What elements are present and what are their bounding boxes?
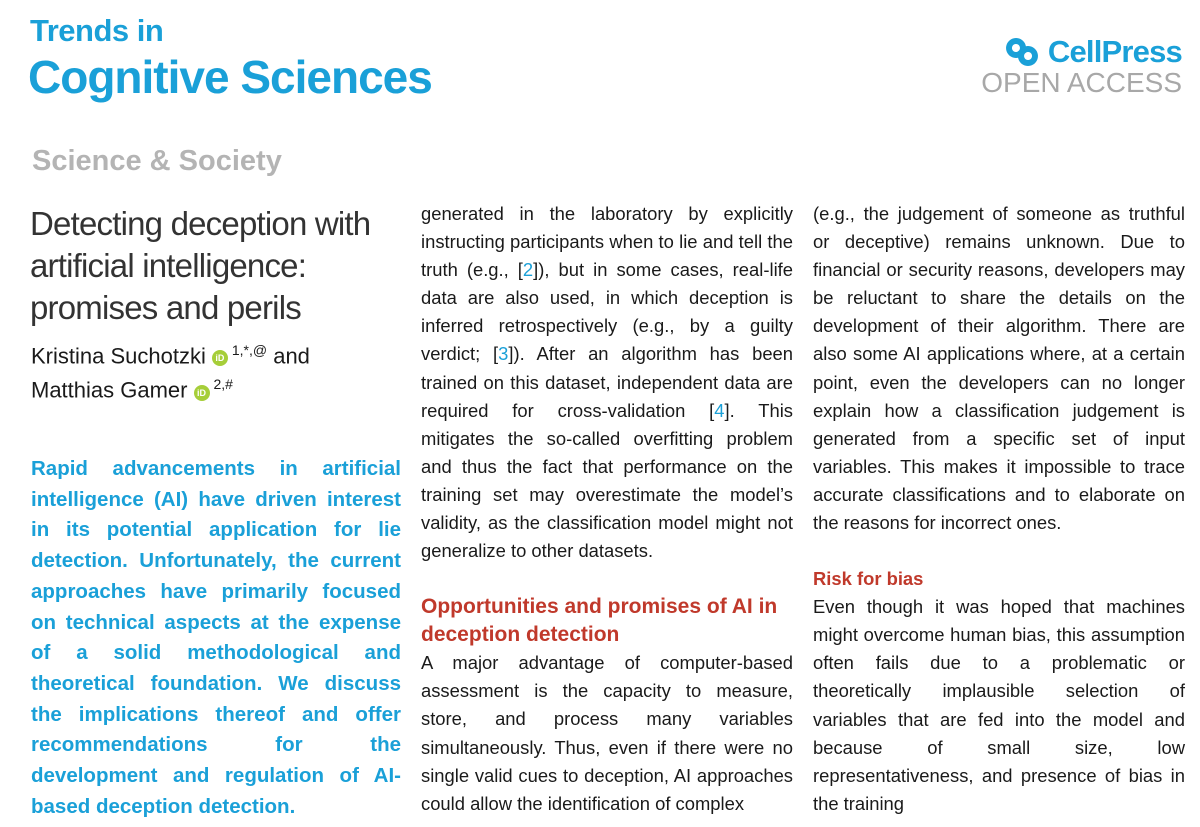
author-name: Kristina Suchotzki: [31, 343, 206, 369]
section-heading: Opportunities and promises of AI in deception detection: [421, 595, 778, 647]
open-access-label: OPEN ACCESS: [981, 67, 1182, 98]
citation-link[interactable]: 4: [714, 399, 725, 421]
author-affiliation-marks: 1,*,@: [231, 342, 268, 358]
body-paragraph: A major advantage of computer-based assessment is the capacity to measure, store, and process many variables simultaneously. Thus, even if there were no single valid cues to deception, AI approaches could allow the identification of complex: [421, 652, 793, 814]
subsection-heading: Risk for bias: [813, 568, 924, 590]
journal-name-line1: Trends in: [30, 13, 164, 48]
body-paragraph: Even though it was hoped that machines might overcome human bias, this assumption often fails due to a problematic or theoretically implausible selection of variables that are fed into the model and because of small size, low representativeness, and presence of bias in the training: [813, 596, 1185, 814]
body-paragraph: (e.g., the judgement of someone as truthful or deceptive) remains unknown. Due to financial or security reasons, developers may be reluctant to share the details on the development of their algorithm. There are also some AI applications where, at a certain point, even the developers can no longer explain how a classification judgement is generated from a specific set of input variables. This makes it impossible to trace accurate classifications and to elaborate on the reasons for incorrect ones.: [813, 203, 1185, 534]
citation-link[interactable]: 2: [522, 259, 534, 281]
publisher-brand: [981, 34, 1182, 98]
publisher-name: CellPress: [1047, 34, 1182, 69]
body-column-3: [813, 200, 1185, 818]
orcid-icon[interactable]: iD: [194, 385, 210, 401]
section-label: Science & Society: [32, 145, 282, 177]
author-conjunction: and: [267, 343, 310, 369]
body-text: ]). After an algorithm has been trained on this dataset, independent data are required for cross-validation [: [421, 343, 794, 421]
body-text: generated in the laboratory by explicitly instructing participants when to lie and tell the truth (e.g., [: [421, 203, 793, 281]
body-column-2: [421, 200, 793, 818]
author-2: [31, 370, 411, 404]
body-text: ]), but in some cases, real-life data are also used, in which deception is inferred retrospectively (e.g., by a guilty verdict; [: [421, 259, 793, 365]
journal-name-line2: Cognitive Sciences: [28, 51, 432, 103]
author-1: [31, 336, 411, 370]
body-paragraph: [421, 200, 793, 565]
author-affiliation-marks: 2,#: [213, 376, 233, 393]
author-list: [31, 336, 411, 405]
body-text: ]. This mitigates the so-called overfitting problem and thus the fact that performance on the training set may overestimate the model’s validity, as the classification model might not generalize to other datasets.: [421, 399, 793, 562]
orcid-icon[interactable]: iD: [212, 350, 228, 366]
author-name: Matthias Gamer: [31, 377, 188, 403]
article-title: Detecting deception with artificial intelligence: promises and perils: [30, 205, 371, 326]
abstract: Rapid advancements in artificial intelligence (AI) have driven interest in its potential application for lie detection. Unfortunately, the current approaches have primarily focused on technical aspects at the expense of a solid methodological and theoretical foundation. We discuss the implications thereof and offer recommendations for the development and regulation of AI-based deception detection.: [31, 457, 401, 818]
citation-link[interactable]: 3: [498, 343, 509, 365]
cellpress-logo-icon: [1002, 34, 1042, 70]
